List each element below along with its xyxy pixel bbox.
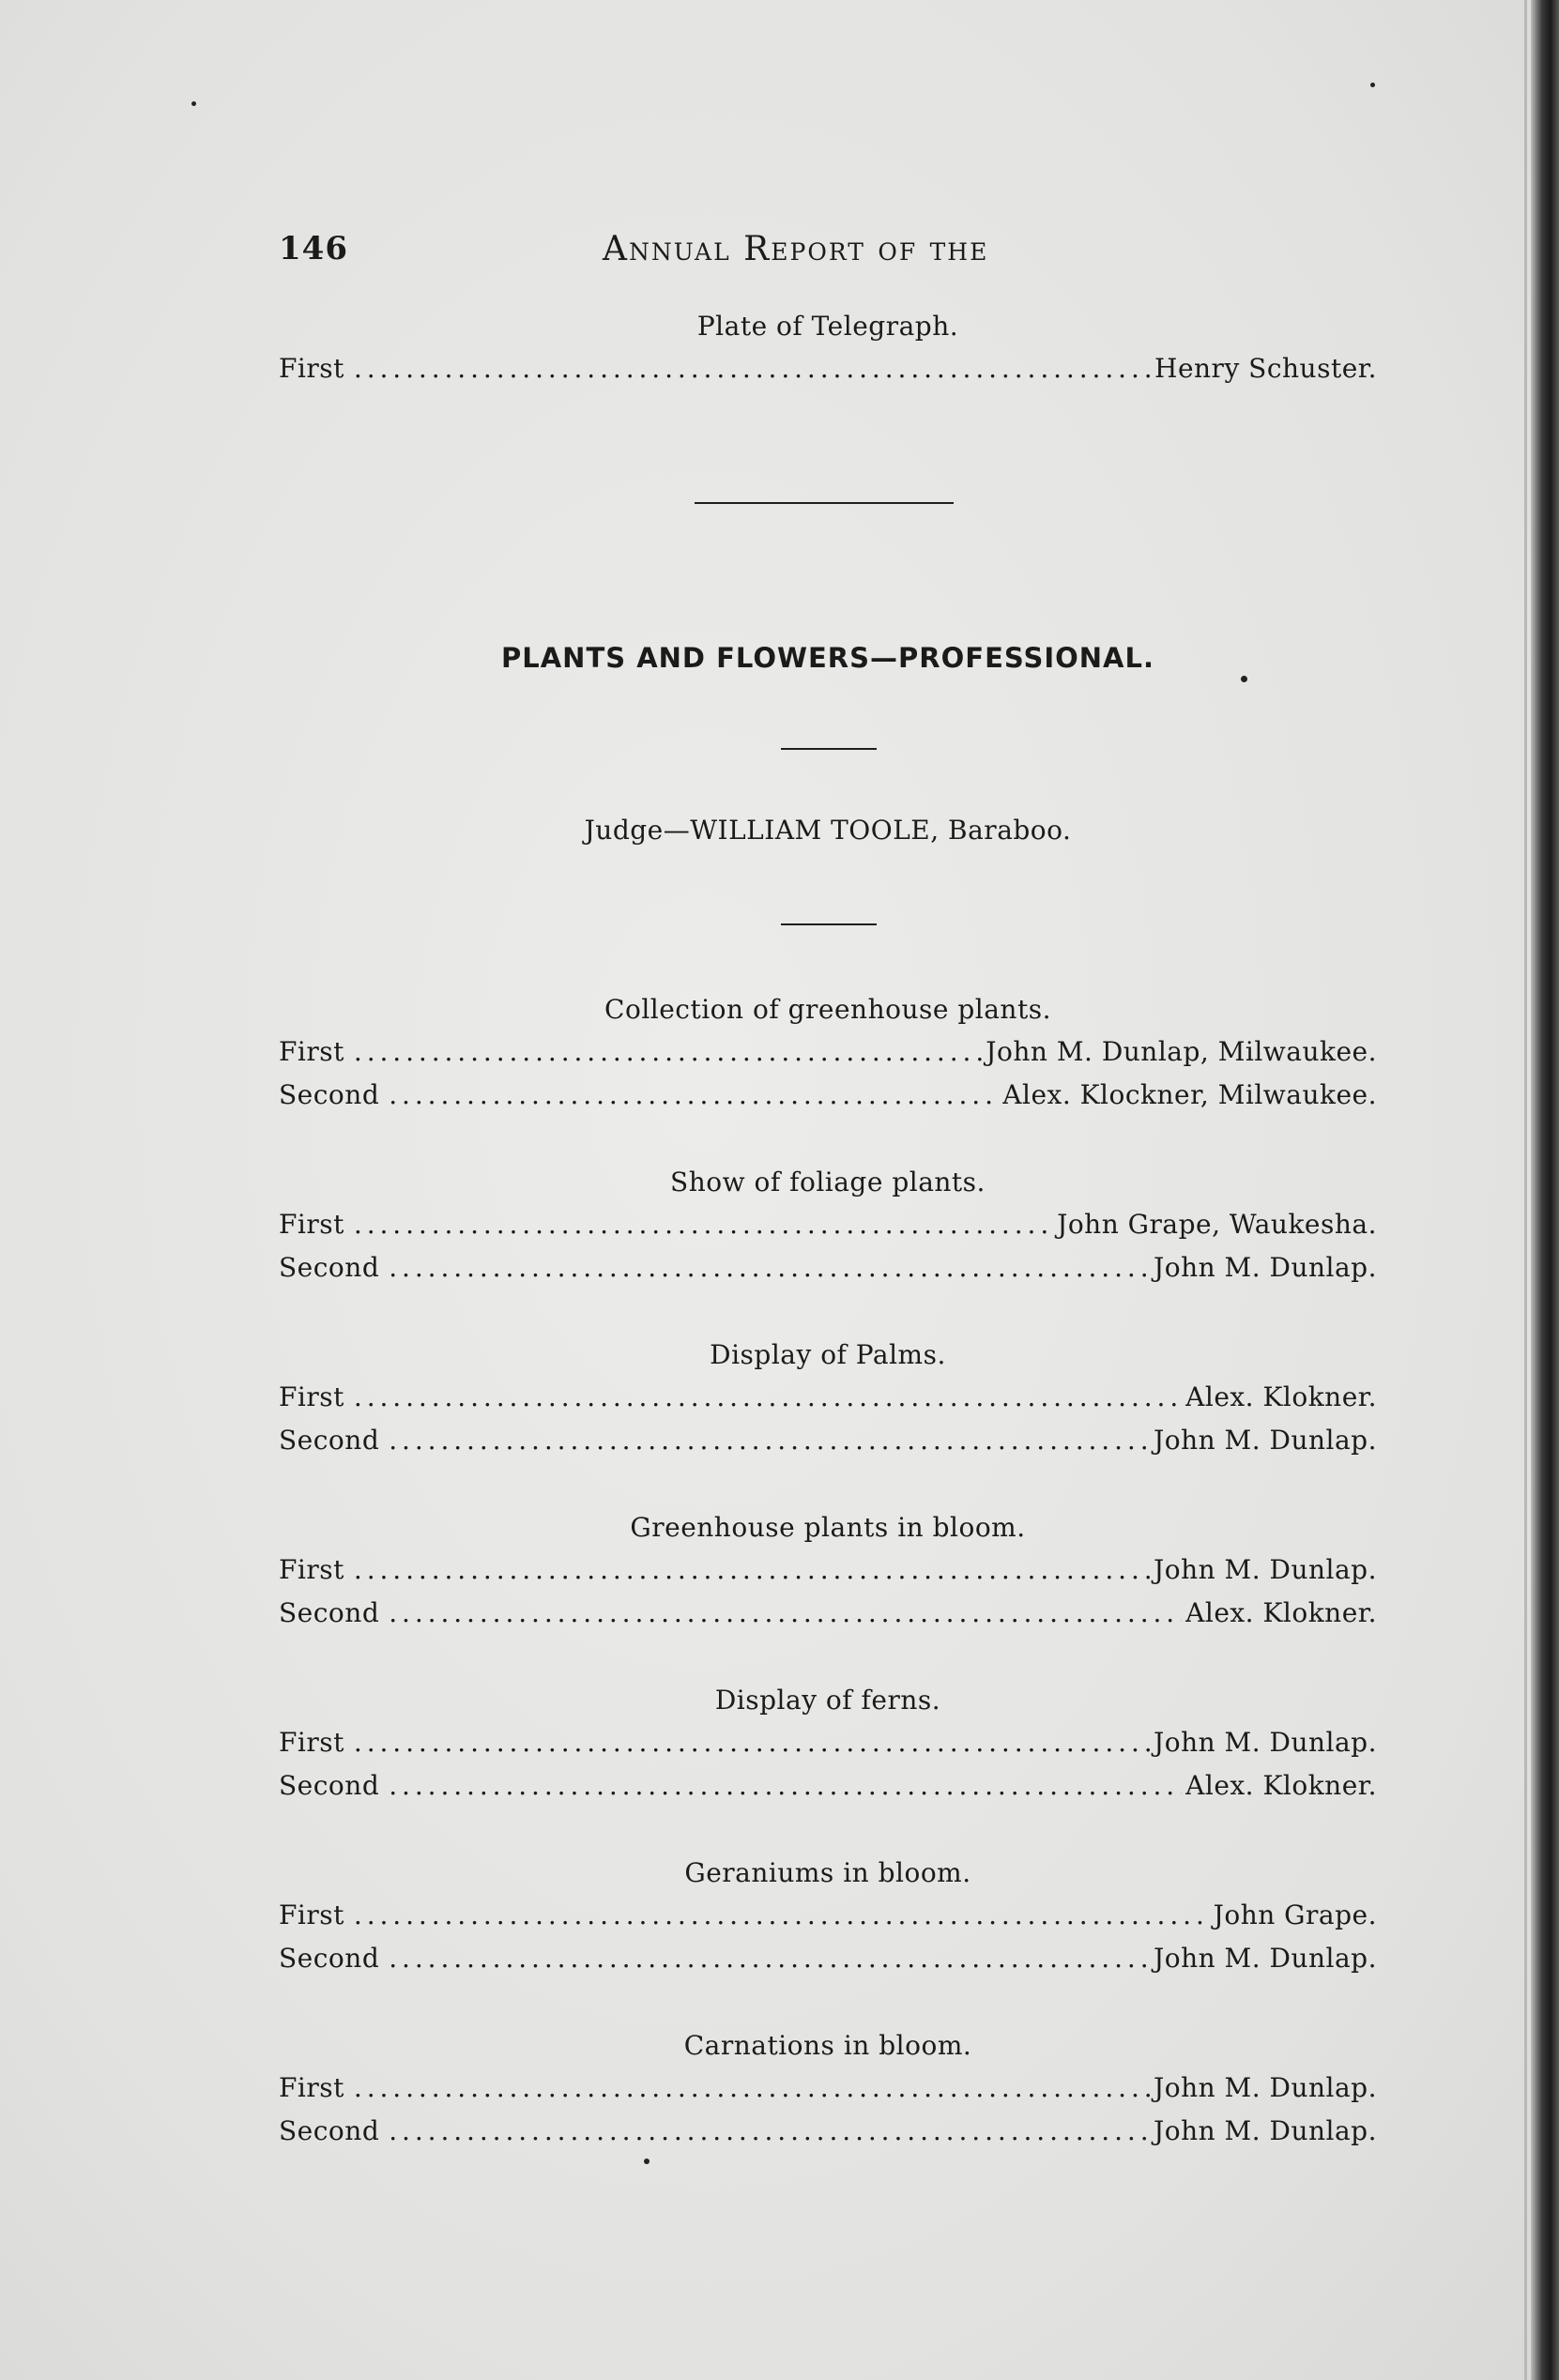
entry-winner: John M. Dunlap. [1153,2115,1377,2146]
entry-winner: Alex. Klokner. [1185,1770,1377,1801]
page-edge-line [1524,0,1527,2380]
entry-winner: Alex. Klokner. [1185,1597,1377,1628]
entry-place: Second [279,2115,380,2146]
award-entry [279,1764,1377,1808]
award-caption: Display of ferns. [714,1685,941,1716]
award-caption: Plate of Telegraph. [696,311,959,342]
section-rule-short [781,923,877,925]
entry-place: First [279,1727,344,1758]
entry-winner: John M. Dunlap. [1153,1252,1377,1283]
entry-winner: John M. Dunlap. [1153,1425,1377,1456]
entry-winner: Alex. Klokner. [1185,1381,1377,1412]
award-entry [279,1419,1377,1462]
award-collection-of-greenhouse-plants [279,989,1377,1117]
entry-winner: John M. Dunlap. [1153,1727,1377,1758]
award-caption: Collection of greenhouse plants. [604,994,1051,1025]
entry-place: First [279,353,344,384]
award-entry [279,1376,1377,1419]
entry-winner: John M. Dunlap. [1153,1554,1377,1585]
dot-leader [389,1074,999,1117]
print-speck [1370,83,1375,87]
judge-line: Judge—WILLIAM TOOLE, Baraboo. [584,815,1072,846]
award-caption: Geraniums in bloom. [684,1857,971,1888]
dot-leader [389,1764,1182,1808]
dot-leader [389,2110,1150,2153]
dot-leader [354,2067,1150,2110]
award-entry [279,1030,1377,1074]
entry-place: Second [279,1079,380,1110]
entry-place: First [279,1554,344,1585]
dot-leader [354,1549,1150,1592]
entry-place: First [279,1209,344,1240]
entry-place: First [279,1036,344,1067]
dot-leader [354,1203,1053,1246]
dot-leader [389,1937,1150,1980]
entry-place: Second [279,1943,380,1974]
dot-leader [354,347,1151,390]
entry-place: Second [279,1770,380,1801]
award-display-of-ferns [279,1680,1377,1808]
dot-leader [389,1592,1182,1635]
dot-leader [354,1721,1150,1764]
dot-leader [389,1246,1150,1289]
entry-winner: Henry Schuster. [1154,353,1377,384]
page-number: 146 [279,230,348,267]
award-caption: Greenhouse plants in bloom. [630,1512,1026,1543]
entry-winner: John Grape, Waukesha. [1057,1209,1377,1240]
entry-winner: John M. Dunlap. [1153,1943,1377,1974]
dot-leader [354,1376,1182,1419]
entry-winner: John Grape. [1213,1899,1377,1930]
dot-leader [389,1419,1150,1462]
award-caption: Carnations in bloom. [683,2030,972,2061]
award-entry [279,2067,1377,2110]
award-caption: Show of foliage plants. [670,1167,986,1198]
award-plate-of-telegraph [279,306,1377,390]
entry-winner: John M. Dunlap, Milwaukee. [986,1036,1377,1067]
entry-place: First [279,1899,344,1930]
entry-place: First [279,2072,344,2103]
award-greenhouse-plants-in-bloom [279,1507,1377,1635]
award-entry [279,1246,1377,1289]
section-title: PLANTS AND FLOWERS—PROFESSIONAL. [501,642,1154,674]
entry-winner: John M. Dunlap. [1153,2072,1377,2103]
entry-winner: Alex. Klockner, Milwaukee. [1002,1079,1377,1110]
entry-place: Second [279,1597,380,1628]
running-head: Annual Report of the [603,230,989,268]
award-entry [279,347,1377,390]
award-entry [279,1074,1377,1117]
entry-place: First [279,1381,344,1412]
award-entry [279,1549,1377,1592]
award-entry [279,1592,1377,1635]
award-display-of-palms [279,1335,1377,1462]
award-entry [279,1203,1377,1246]
print-speck [644,2159,650,2164]
entry-place: Second [279,1425,380,1456]
print-speck [191,101,196,106]
award-entry [279,1894,1377,1937]
section-rule-short [781,748,877,750]
dot-leader [354,1894,1210,1937]
award-show-of-foliage-plants [279,1162,1377,1289]
award-entry [279,1721,1377,1764]
page-header [279,230,1377,277]
award-entry [279,2110,1377,2153]
award-geraniums-in-bloom [279,1853,1377,1980]
award-caption: Display of Palms. [710,1339,946,1370]
entry-place: Second [279,1252,380,1283]
section-rule [695,502,954,504]
print-speck [1241,676,1247,682]
dot-leader [354,1030,982,1074]
book-binding-shadow [1531,0,1559,2380]
award-carnations-in-bloom [279,2025,1377,2153]
award-entry [279,1937,1377,1980]
